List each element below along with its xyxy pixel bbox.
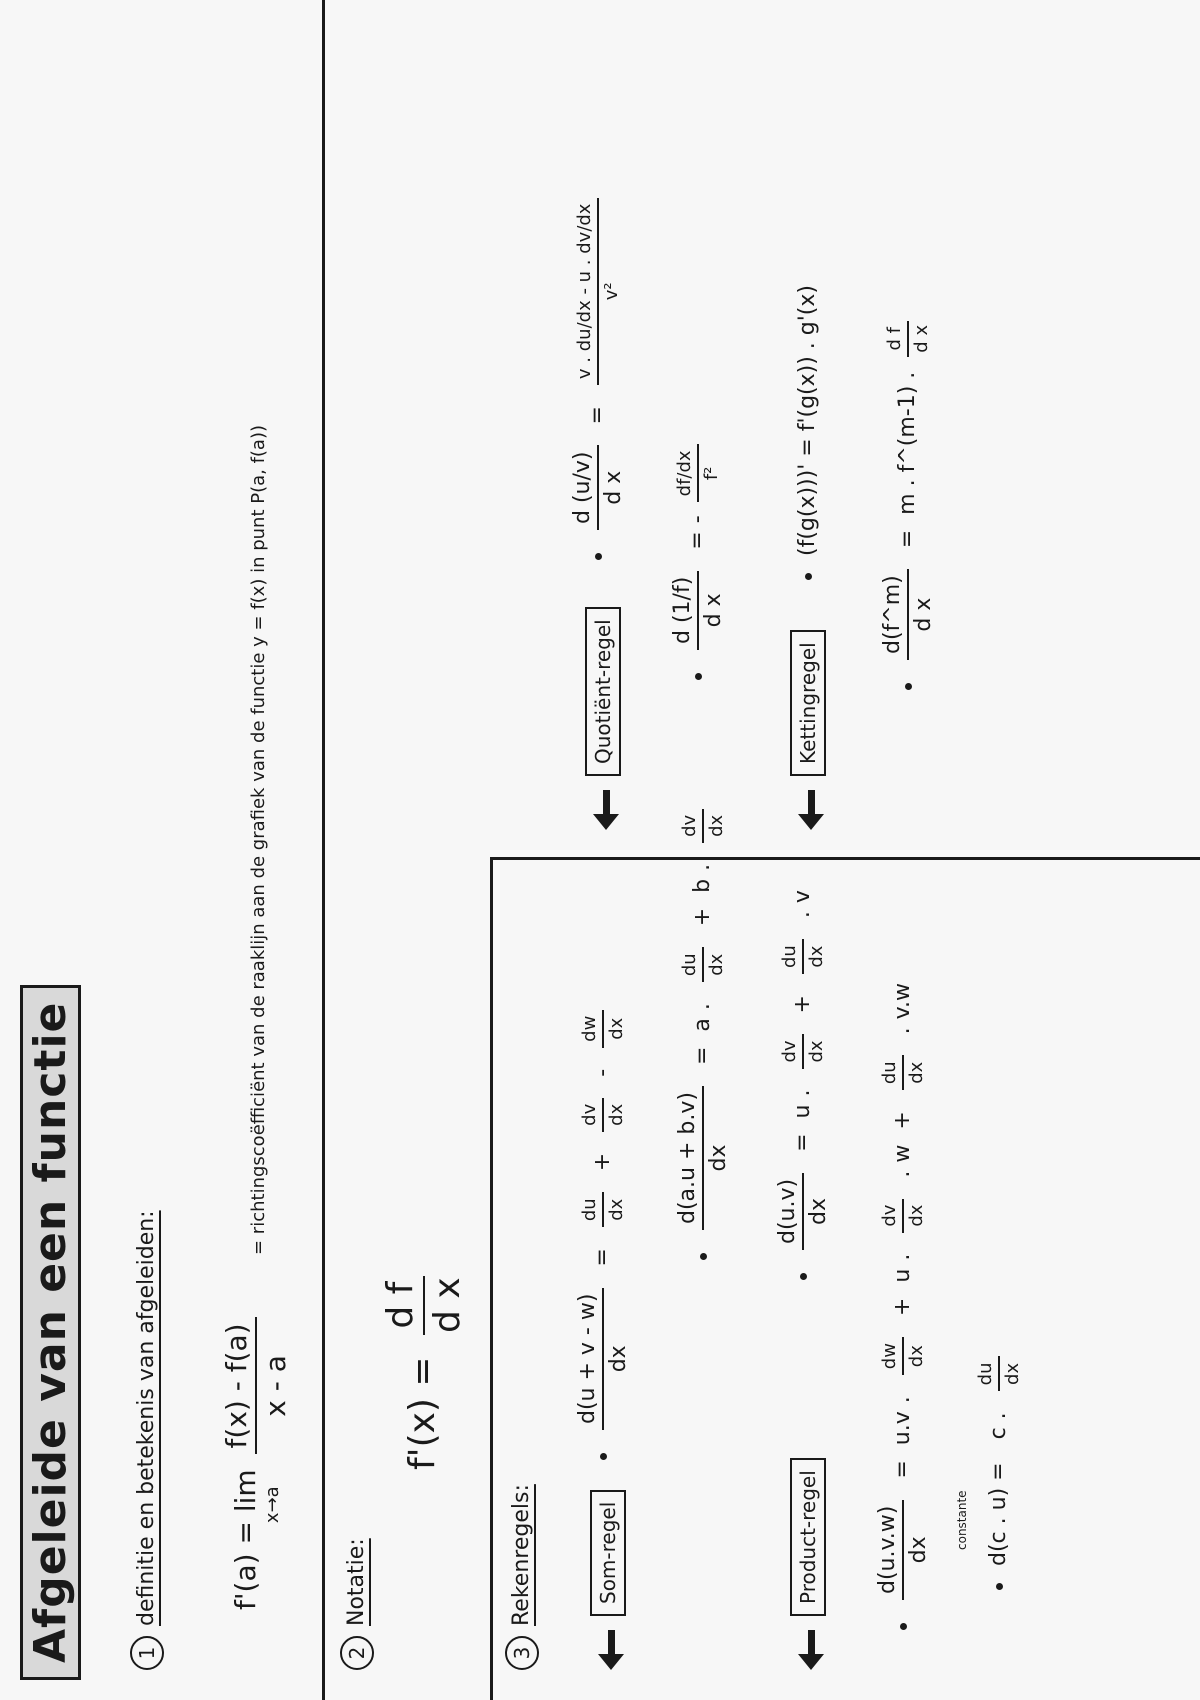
section1-heading — [130, 1210, 164, 1670]
quotient-formula-2: d (1/f) d x =- df/dx f² — [670, 438, 726, 680]
som-formula-2: d(a.u + b.v) dx = a. du dx + b. dv dx — [675, 803, 731, 1260]
product-regel-label: Product-regel — [790, 1458, 826, 1670]
notation-formula — [380, 1265, 468, 1470]
product-formula-2: d(u.v.w) dx = u.v. dw dx + u. dv dx .w + du dx .v.w — [875, 983, 931, 1630]
som-regel-label: Som-regel — [590, 1490, 626, 1670]
ketting-formula-2: d(f^m) d x = m . f^(m-1) . d f d x — [880, 313, 936, 690]
bullet-icon — [695, 673, 702, 680]
section2-heading — [340, 1538, 374, 1670]
arrow-icon — [796, 1630, 826, 1670]
notation-numerator: d f — [380, 1276, 425, 1335]
bullet-icon — [600, 1453, 607, 1460]
bullet-icon — [905, 683, 912, 690]
section3-number: 3 — [505, 1636, 539, 1670]
bullet-icon — [800, 1273, 807, 1280]
product-formula-1: d(u.v) dx = u. dv dx + du dx .v — [775, 890, 831, 1280]
section3-title: Rekenregels: — [509, 1484, 534, 1626]
kettingregel-label: Kettingregel — [790, 630, 826, 830]
definition-lhs: f'(a) = lim — [229, 1469, 262, 1610]
bullet-icon — [900, 1623, 907, 1630]
section3-heading — [505, 1484, 539, 1670]
som-formula-1: d(u + v - w) dx = du dx + dv dx - dw dx — [575, 1004, 631, 1460]
definition-formula — [220, 1311, 292, 1610]
bullet-icon — [996, 1583, 1003, 1590]
arrow-icon — [796, 790, 826, 830]
section1-number: 1 — [130, 1636, 164, 1670]
definition-numerator: f(x) - f(a) — [220, 1317, 257, 1454]
arrow-icon — [591, 790, 621, 830]
bullet-icon — [595, 553, 602, 560]
definition-denominator: x - a — [259, 1355, 292, 1417]
constante-annotation: constante — [955, 1490, 969, 1550]
definition-meaning: = richtingscoëfficiënt van de raaklijn aan de grafiek van de functie y = f(x) in punt P(a, f(a)) — [248, 424, 269, 1255]
quotient-formula-1: d (u/v) d x = v . du/dx - u . dv/dx v² — [570, 192, 626, 560]
section2-title: Notatie: — [344, 1538, 369, 1626]
bullet-icon — [700, 1253, 707, 1260]
limit-subscript: x→a — [262, 1486, 283, 1524]
notation-denominator: d x — [427, 1277, 468, 1333]
notation-lhs: f'(x) = — [402, 1356, 443, 1470]
ketting-formula-1: (f(g(x)))' = f'(g(x)) . g'(x) — [795, 285, 820, 580]
divider-section2 — [490, 860, 493, 1700]
divider-vertical — [490, 857, 1200, 860]
arrow-icon — [596, 1630, 626, 1670]
bullet-icon — [805, 573, 812, 580]
page-title: Afgeleide van een functie — [20, 985, 81, 1680]
divider-section1 — [322, 0, 325, 1700]
section1-title: definitie en betekenis van afgeleiden: — [134, 1210, 159, 1626]
section2-number: 2 — [340, 1636, 374, 1670]
quotient-regel-label: Quotiënt-regel — [585, 607, 621, 830]
product-formula-3: d(c . u) = c. du dx — [975, 1350, 1023, 1590]
